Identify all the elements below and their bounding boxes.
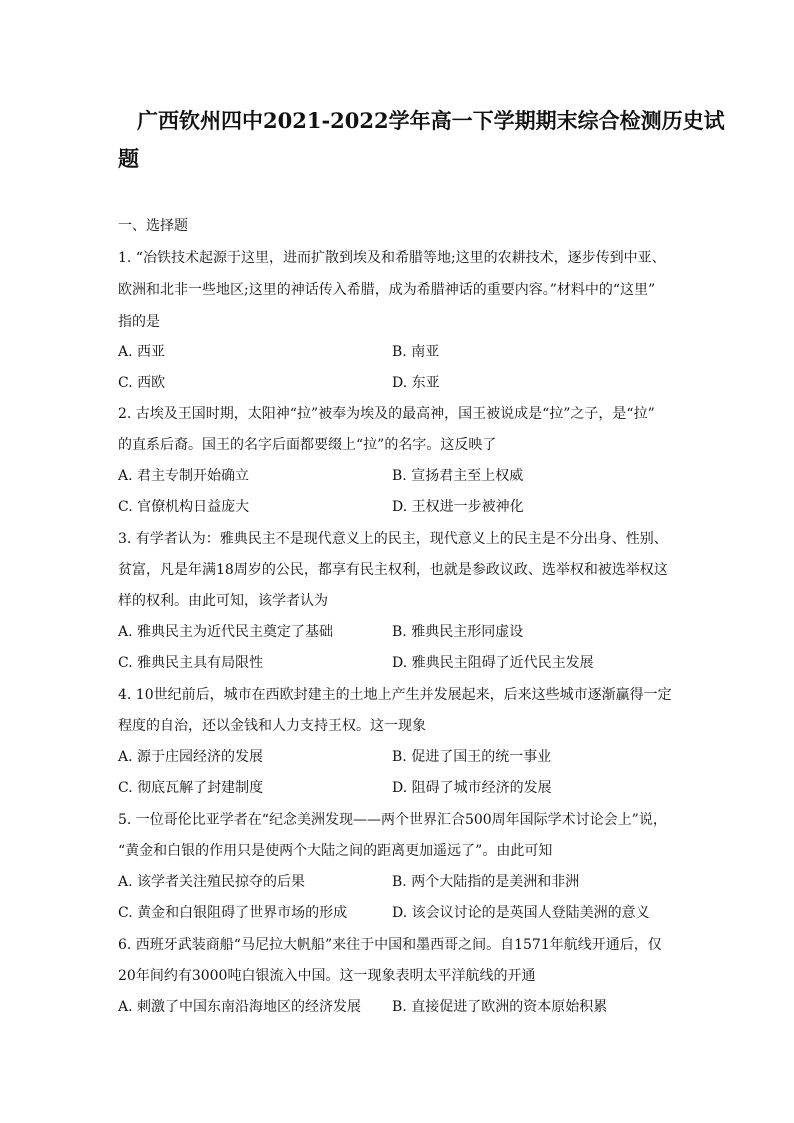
question-4-option-b: B. 促进了国王的统一事业 — [392, 749, 552, 765]
question-1-option-b: B. 南亚 — [392, 344, 440, 360]
section-heading: 一、选择题 — [118, 218, 188, 234]
question-3-option-b: B. 雅典民主形同虚设 — [392, 624, 524, 640]
question-6-option-a: A. 刺激了中国东南沿海地区的经济发展 — [118, 999, 362, 1015]
exam-title-line1: 广西钦州四中2021-2022学年高一下学期期末综合检测历史试 — [137, 108, 725, 133]
question-2-option-c: C. 官僚机构日益庞大 — [118, 499, 250, 515]
question-6-line-2: 20年间约有3000吨白银流入中国。这一现象表明太平洋航线的开通 — [118, 968, 536, 984]
question-3-line-1: 3. 有学者认为：雅典民主不是现代意义上的民主，现代意义上的民主是不分出身、性别、 — [118, 531, 668, 547]
question-1-line-3: 指的是 — [118, 314, 160, 330]
question-1-line-2: 欧洲和北非一些地区;这里的神话传入希腊，成为希腊神话的重要内容。”材料中的“这里” — [118, 282, 656, 298]
question-2-option-b: B. 宣扬君主至上权威 — [392, 468, 524, 484]
question-4-line-2: 程度的自治，还以金钱和人力支持王权。这一现象 — [118, 718, 426, 734]
exam-title-line2: 题 — [118, 146, 139, 171]
question-5-option-a: A. 该学者关注殖民掠夺的后果 — [118, 874, 306, 890]
question-6-option-b: B. 直接促进了欧洲的资本原始积累 — [392, 999, 608, 1015]
question-4-option-c: C. 彻底瓦解了封建制度 — [118, 780, 264, 796]
question-3-line-3: 样的权利。由此可知，该学者认为 — [118, 593, 328, 609]
question-4-option-a: A. 源于庄园经济的发展 — [118, 749, 264, 765]
question-5-option-d: D. 该会议讨论的是英国人登陆美洲的意义 — [392, 905, 650, 921]
question-1-option-c: C. 西欧 — [118, 375, 166, 391]
question-5-option-c: C. 黄金和白银阻碍了世界市场的形成 — [118, 905, 348, 921]
question-2-line-1: 2. 古埃及王国时期，太阳神“拉”被奉为埃及的最高神，国王被说成是“拉”之子，是“拉” — [118, 406, 655, 422]
question-3-line-2: 贫富，凡是年满18周岁的公民，都享有民主权利，也就是参政议政、选举权和被选举权这 — [118, 562, 668, 578]
question-3-option-d: D. 雅典民主阻碍了近代民主发展 — [392, 655, 594, 671]
question-4-option-d: D. 阻碍了城市经济的发展 — [392, 780, 552, 796]
question-3-option-c: C. 雅典民主具有局限性 — [118, 655, 264, 671]
question-5-line-2: “黄金和白银的作用只是使两个大陆之间的距离更加遥远了”。由此可知 — [118, 843, 553, 859]
question-2-option-a: A. 君主专制开始确立 — [118, 468, 250, 484]
question-4-line-1: 4. 10世纪前后，城市在西欧封建主的土地上产生并发展起来，后来这些城市逐渐赢得一定 — [118, 687, 672, 703]
question-1-option-d: D. 东亚 — [392, 375, 440, 391]
question-2-line-2: 的直系后裔。国王的名字后面都要缀上“拉”的名字。这反映了 — [118, 437, 497, 453]
question-5-line-1: 5. 一位哥伦比亚学者在“纪念美洲发现——两个世界汇合500周年国际学术讨论会上”说， — [118, 812, 667, 828]
question-1-option-a: A. 西亚 — [118, 344, 166, 360]
question-2-option-d: D. 王权进一步被神化 — [392, 499, 524, 515]
question-5-option-b: B. 两个大陆指的是美洲和非洲 — [392, 874, 580, 890]
question-3-option-a: A. 雅典民主为近代民主奠定了基础 — [118, 624, 334, 640]
question-1-line-1: 1. “冶铁技术起源于这里，进而扩散到埃及和希腊等地;这里的农耕技术，逐步传到中亚、 — [118, 250, 666, 266]
question-6-line-1: 6. 西班牙武装商船“马尼拉大帆船”来往于中国和墨西哥之间。自1571年航线开通后，仅 — [118, 937, 662, 953]
